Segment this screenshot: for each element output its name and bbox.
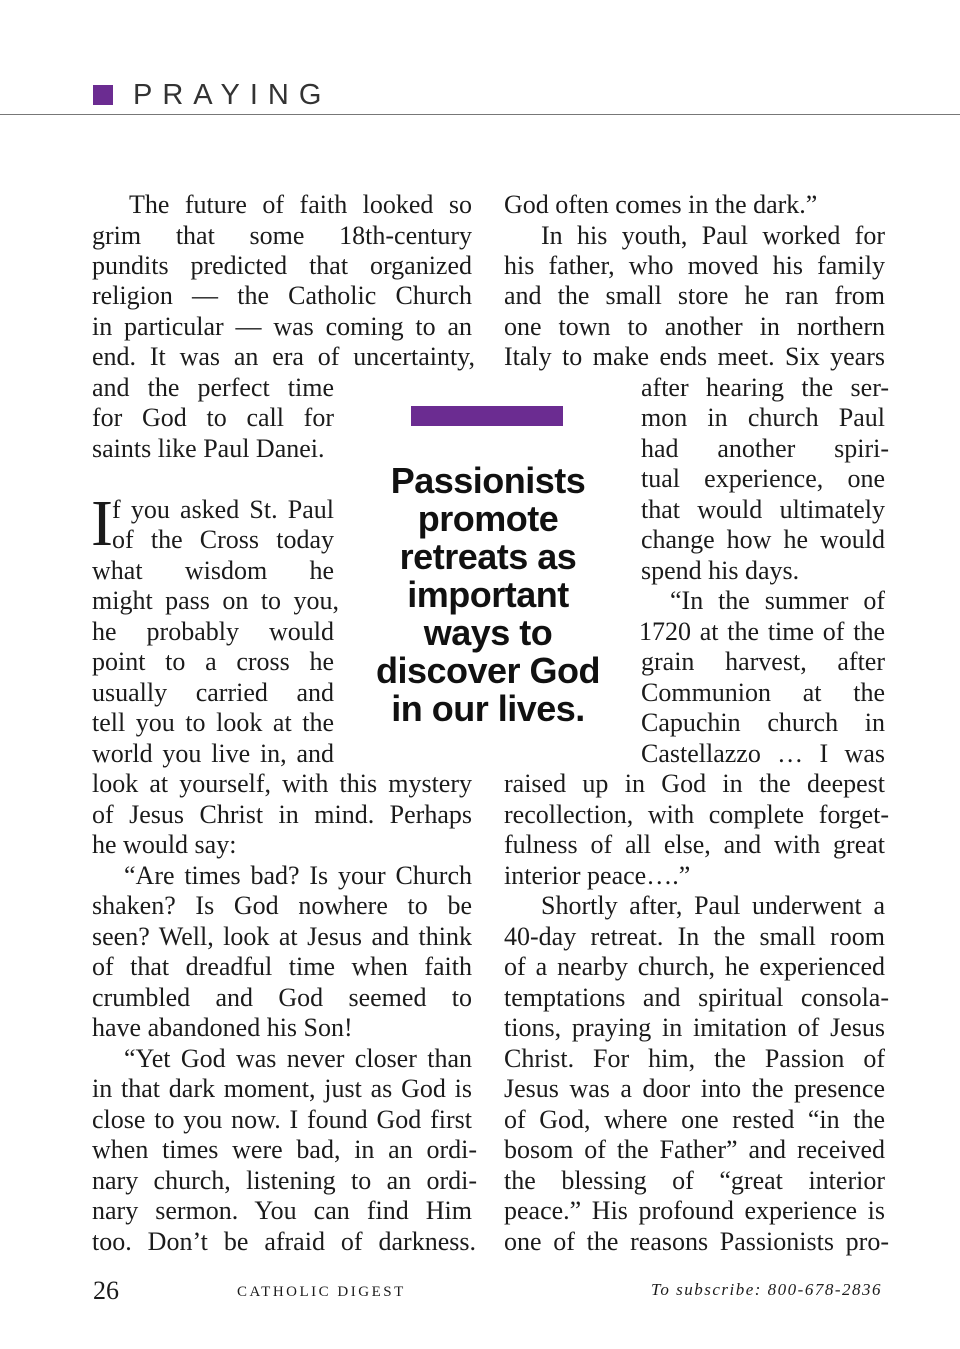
right-text-line: one of the reasons Passionists pro- [504,1227,889,1256]
pull-quote-line: promote [417,498,559,539]
pull-quote-line: in our lives. [391,688,585,729]
left-text-line: nary sermon. You can find Him [92,1196,472,1225]
left-text-line: saints like Paul Danei. [92,434,325,463]
right-text-line: spend his days. [641,556,800,585]
left-text-line: in that dark moment, just as God is [92,1074,472,1103]
right-text-line: one town to another in northern [504,312,885,341]
right-text-line: God often comes in the dark.” [504,190,818,219]
right-text-line: mon in church Paul [641,403,885,432]
left-text-line: f you asked St. Paul [112,495,334,524]
right-text-line: peace.” His profound experience is [504,1196,885,1225]
left-text-line: seen? Well, look at Jesus and think [92,922,472,951]
right-text-line: “In the summer of [670,586,885,615]
right-text-line: Italy to make ends meet. Six years [504,342,885,371]
left-text-line: of that dreadful time when faith [92,952,472,981]
left-text-line: The future of faith looked so [129,190,472,219]
right-text-line: had another spiri- [641,434,889,463]
right-text-line: of a nearby church, he experienced [504,952,885,981]
right-text-line: Shortly after, Paul underwent a [541,891,885,920]
pull-quote-line: important [407,574,569,615]
right-text-line: his father, who moved his family [504,251,885,280]
left-text-line: have abandoned his Son! [92,1013,353,1042]
left-text-line: shaken? Is God nowhere to be [92,891,472,920]
right-text-line: temptations and spiritual consola- [504,983,889,1012]
right-text-line: tions, praying in imitation of Jesus [504,1013,885,1042]
right-text-line: 40-day retreat. In the small room [504,922,885,951]
right-text-line: the blessing of “great interior [504,1166,885,1195]
left-text-line: usually carried and [92,678,334,707]
left-text-line: of Jesus Christ in mind. Perhaps [92,800,472,829]
right-text-line: Communion at the [641,678,885,707]
magazine-name: CATHOLIC DIGEST [237,1284,406,1300]
left-text-line: “Yet God was never closer than [124,1044,472,1073]
left-text-line: close to you now. I found God first [92,1105,472,1134]
left-text-line: “Are times bad? Is your Church [124,861,472,890]
left-text-line: in particular — was coming to an [92,312,472,341]
right-text-line: recollection, with complete forget- [504,800,889,829]
left-text-line: too. Don’t be afraid of darkness. [92,1227,476,1256]
left-text-line: world you live in, and [92,739,334,768]
pull-quote-bar [411,406,563,426]
right-text-line: Castellazzo … I was [641,739,885,768]
right-text-line: that would ultimately [641,495,885,524]
left-text-line: point to a cross he [92,647,334,676]
left-text-line: end. It was an era of uncertainty, [92,342,475,371]
section-title: PRAYING [133,79,332,111]
right-text-line: Capuchin church in [641,708,885,737]
right-text-line: fulness of all else, and with great [504,830,885,859]
left-text-line: tell you to look at the [92,708,334,737]
header-divider [0,114,960,115]
subscribe-line: To subscribe: 800-678-2836 [650,1280,882,1299]
left-text-line: of the Cross today [112,525,334,554]
left-text-line: he probably would [92,617,334,646]
right-text-line: after hearing the ser- [641,373,889,402]
right-text-line: and the small store he ran from [504,281,885,310]
section-marker [93,85,113,105]
right-text-line: Christ. For him, the Passion of [504,1044,885,1073]
right-text-line: bosom of the Father” and received [504,1135,885,1164]
right-text-line: tual experience, one [641,464,885,493]
pull-quote-line: Passionists [390,460,586,501]
left-text-line: grim that some 18th-century [92,221,472,250]
left-text-line: he would say: [92,830,237,859]
right-text-line: change how he would [641,525,885,554]
left-text-line: and the perfect time [92,373,334,402]
page-number: 26 [93,1276,119,1305]
right-text-line: interior peace….” [504,861,691,890]
left-text-line: what wisdom he [92,556,334,585]
left-text-line: look at yourself, with this mystery [92,769,472,798]
left-text-line: when times were bad, in an ordi- [92,1135,477,1164]
right-text-line: In his youth, Paul worked for [541,221,885,250]
right-text-line: of God, where one rested “in the [504,1105,885,1134]
pull-quote [368,462,608,728]
right-text-line: Jesus was a door into the presence [504,1074,885,1103]
left-text-line: crumbled and God seemed to [92,983,472,1012]
right-text-line: 1720 at the time of the [639,617,885,646]
pull-quote-line: retreats as [399,536,577,577]
left-text-line: nary church, listening to an ordi- [92,1166,477,1195]
pull-quote-line: ways to [423,612,553,653]
drop-cap: I [91,487,113,560]
left-text-line: pundits predicted that organized [92,251,472,280]
left-text-line: might pass on to you, [92,586,339,615]
right-text-line: raised up in God in the deepest [504,769,885,798]
left-text-line: religion — the Catholic Church [92,281,472,310]
right-text-line: grain harvest, after [641,647,885,676]
left-text-line: for God to call for [92,403,334,432]
pull-quote-line: discover God [375,650,601,691]
